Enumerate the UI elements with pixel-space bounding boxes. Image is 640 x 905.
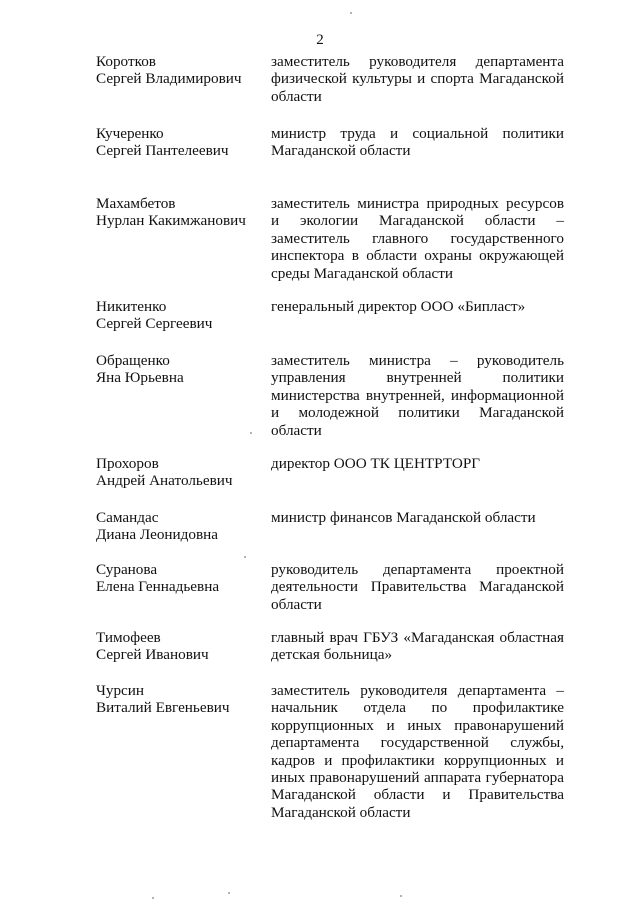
position-line: министерства внутренней, информационной [271,386,564,404]
member-name [96,561,266,596]
member-given-names: Андрей Анатольевич [96,472,233,490]
member-name [96,352,266,387]
member-name [96,298,266,333]
position-line: заместитель главного государственного [271,229,564,247]
position-line: иных правонарушений аппарата губернатора [271,769,564,787]
member-given-names: Яна Юрьевна [96,369,184,387]
member-name [96,509,266,544]
position-line: Магаданской области и Правительства [271,786,564,804]
member-given-names: Виталий Евгеньевич [96,699,230,717]
member-given-names: Нурлан Какимжанович [96,212,246,230]
member-position [271,682,564,821]
member-position [271,561,564,613]
member-surname: Махамбетов [96,195,176,212]
member-name [96,629,266,664]
position-line: министр труда и социальной политики [271,125,564,142]
member-given-names: Сергей Сергеевич [96,315,213,333]
position-line: инспектора в области охраны окружающей [271,247,564,265]
member-name [96,125,266,160]
position-line: физической культуры и спорта Магаданской [271,70,564,88]
position-line: главный врач ГБУЗ «Магаданская областная [271,629,564,646]
position-line: заместитель руководителя департамента – [271,682,564,699]
member-given-names: Елена Геннадьевна [96,578,220,596]
member-name [96,53,266,88]
position-line: кадров и профилактики коррупционных и [271,751,564,769]
position-line: области [271,595,322,613]
member-surname: Никитенко [96,298,167,315]
position-line: департамента государственной службы, [271,734,564,752]
position-line: области [271,87,322,105]
position-line: детская больница» [271,646,393,664]
member-given-names: Диана Леонидовна [96,526,219,544]
member-position [271,298,564,315]
member-surname: Прохоров [96,455,159,472]
position-line: среды Магаданской области [271,264,454,282]
position-line: Магаданской области [271,803,411,821]
position-line: руководитель департамента проектной [271,561,564,578]
member-position [271,352,564,439]
position-line: управления внутренней политики [271,369,564,387]
member-surname: Самандас [96,509,159,526]
position-line: министр финансов Магаданской области [271,509,536,526]
position-line: заместитель руководителя департамента [271,53,564,70]
member-given-names: Сергей Иванович [96,646,209,664]
member-name [96,682,266,717]
position-line: деятельности Правительства Магаданской [271,578,564,596]
member-position [271,455,564,472]
member-surname: Кучеренко [96,125,164,142]
member-position [271,53,564,105]
member-surname: Чурсин [96,682,145,699]
position-line: и экологии Магаданской области – [271,212,564,230]
position-line: заместитель министра – руководитель [271,352,564,369]
position-line: Магаданской области [271,142,411,160]
position-line: директор ООО ТК ЦЕНТРТОРГ [271,455,481,472]
member-position [271,195,564,282]
member-position [271,509,564,526]
position-line: заместитель министра природных ресурсов [271,195,564,212]
position-line: и молодежной политики Магаданской [271,404,564,422]
position-line: области [271,421,322,439]
position-line: генеральный директор ООО «Бипласт» [271,298,526,315]
position-line: начальник отдела по профилактике [271,699,564,717]
member-position [271,125,564,160]
member-surname: Суранова [96,561,158,578]
member-position [271,629,564,664]
member-name [96,455,266,490]
member-surname: Тимофеев [96,629,161,646]
member-surname: Обращенко [96,352,170,369]
member-given-names: Сергей Владимирович [96,70,242,88]
member-surname: Коротков [96,53,156,70]
page-number: 2 [316,32,324,48]
member-given-names: Сергей Пантелеевич [96,142,229,160]
position-line: коррупционных и иных правонарушений [271,716,564,734]
member-name [96,195,266,230]
